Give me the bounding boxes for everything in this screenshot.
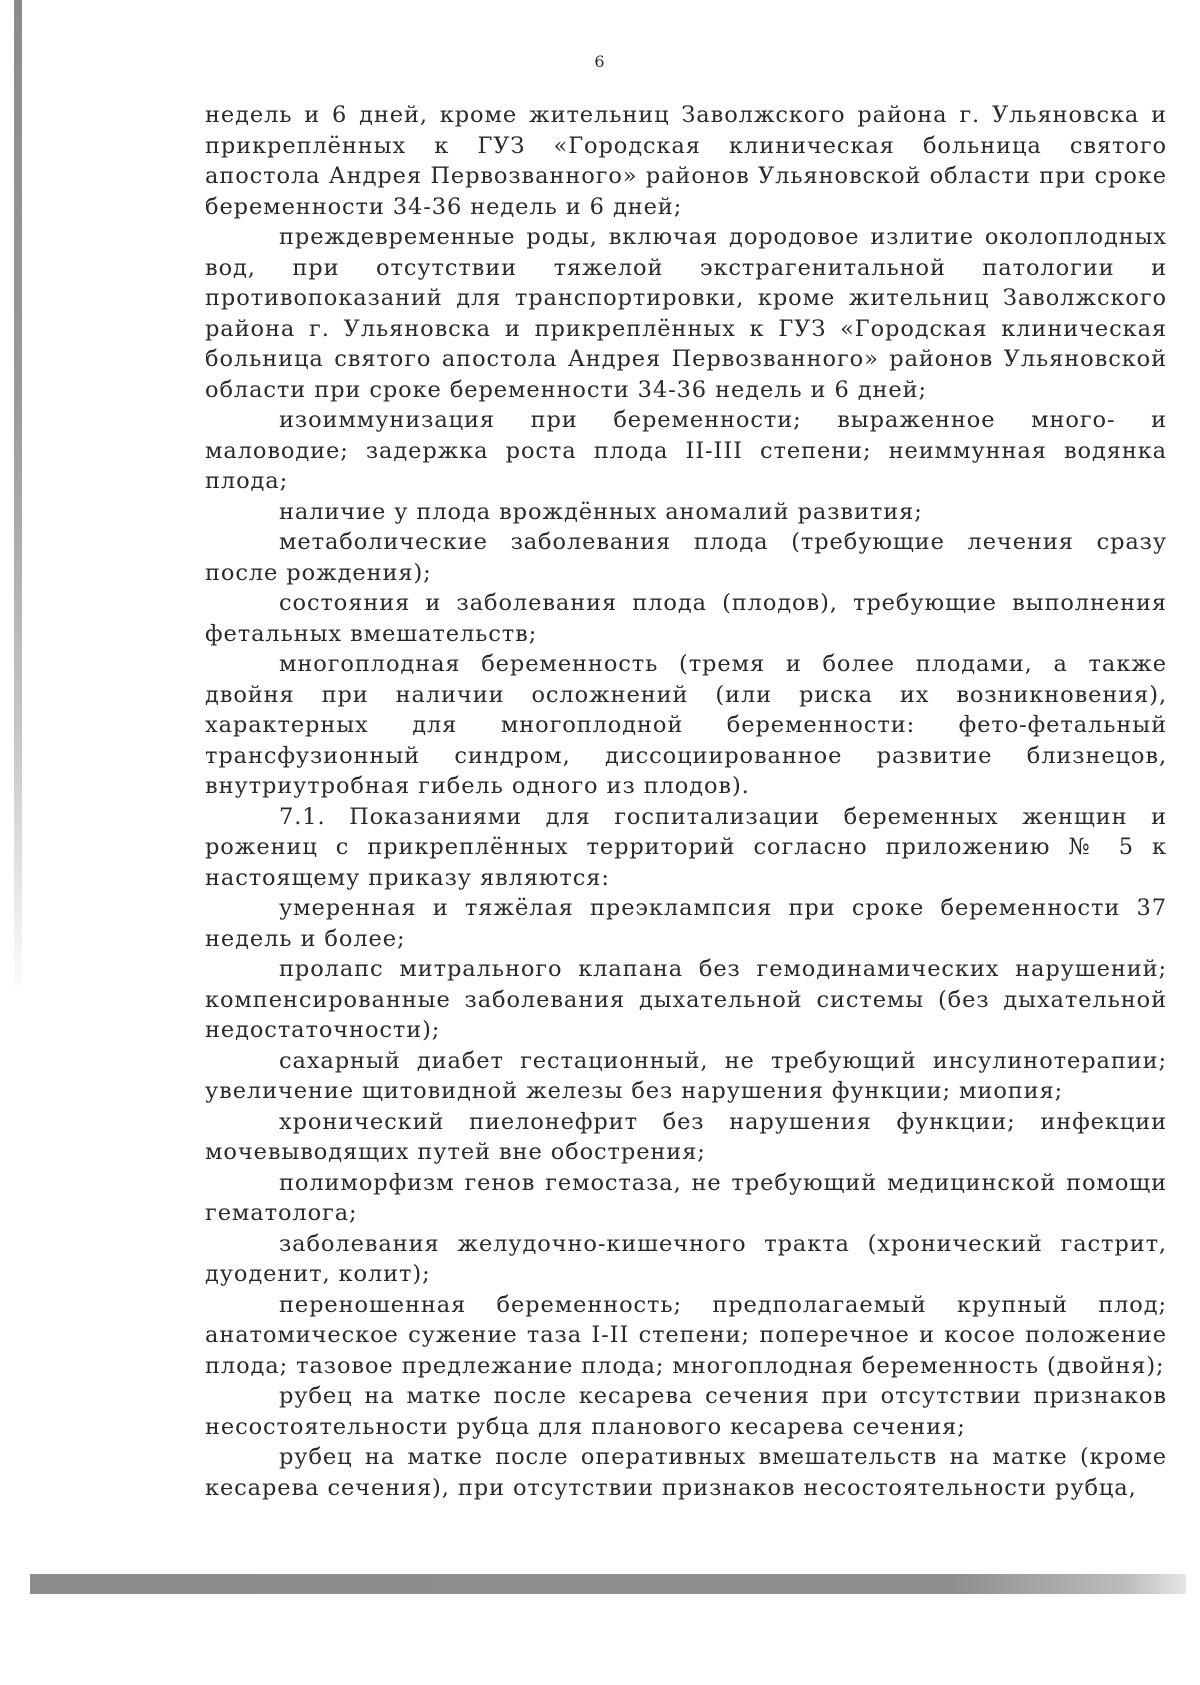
paragraph: умеренная и тяжёлая преэклампсия при сроке беременности 37 недель и более;	[205, 895, 1167, 952]
paragraph: сахарный диабет гестационный, не требующий инсулинотерапии; увеличение щитовидной железы без нарушения функции; миопия;	[205, 1047, 1167, 1104]
paragraph: переношенная беременность; предполагаемый крупный плод; анатомическое сужение таза I-II степени; поперечное и косое положение плода; тазовое предлежание плода; многоплодная беременность (двойня);	[205, 1291, 1167, 1379]
paragraph: многоплодная беременность (тремя и более плодами, а также двойня при наличии осложнений (или риска их возникновения), характерных для многоплодной беременности: фето-фетальный трансфузионный синдром, диссоциированное развитие близнецов, внутриутробная гибель одного из плодов).	[205, 651, 1167, 799]
paragraph: наличие у плода врождённых аномалий развития;	[279, 498, 923, 525]
scan-edge-left	[14, 0, 22, 1000]
paragraph: пролапс митрального клапана без гемодинамических нарушений; компенсированные заболевания дыхательной системы (без дыхательной недостаточности);	[205, 956, 1167, 1043]
paragraph: рубец на матке после кесарева сечения при отсутствии признаков несостоятельности рубца для планового кесарева сечения;	[205, 1383, 1167, 1440]
paragraph: метаболические заболевания плода (требующие лечения сразу после рождения);	[205, 529, 1167, 586]
paragraph: заболевания желудочно-кишечного тракта (хронический гастрит, дуоденит, колит);	[205, 1230, 1167, 1287]
page-number: 6	[594, 52, 606, 71]
paragraph: состояния и заболевания плода (плодов), требующие выполнения фетальных вмешательств;	[205, 590, 1167, 647]
paragraph: изоиммунизация при беременности; выраженное много- и маловодие; задержка роста плода II-III степени; неиммунная водянка плода;	[205, 407, 1167, 494]
paragraph-continuation: недель и 6 дней, кроме жительниц Заволжского района г. Ульяновска и прикреплённых к ГУЗ «Городская клиническая больница святого апостола Андрея Первозванного» районов Ульяновской области при сроке беременности 34-36 недель и 6 дней;	[205, 102, 1167, 220]
scan-edge-bottom	[30, 1574, 1186, 1594]
section-7-1-heading-paragraph: 7.1. Показаниями для госпитализации беременных женщин и рожениц с прикреплённых территорий согласно приложению № 5 к настоящему приказу являются:	[205, 803, 1167, 891]
paragraph: преждевременные роды, включая дородовое излитие околоплодных вод, при отсутствии тяжелой экстрагенитальной патологии и противопоказаний для транспортировки, кроме жительниц Заволжского района г. Ульяновска и прикреплённых к ГУЗ «Городская клиническая больница святого апостола Андрея Первозванного» районов Ульяновской области при сроке беременности 34-36 недель и 6 дней;	[205, 224, 1167, 403]
paragraph: рубец на матке после оперативных вмешательств на матке (кроме кесарева сечения), при отсутствии признаков несостоятельности рубца,	[205, 1444, 1167, 1501]
paragraph: хронический пиелонефрит без нарушения функции; инфекции мочевыводящих путей вне обострения;	[205, 1108, 1167, 1165]
document-body	[205, 100, 1167, 1503]
paragraph: полиморфизм генов гемостаза, не требующий медицинской помощи гематолога;	[205, 1169, 1167, 1226]
